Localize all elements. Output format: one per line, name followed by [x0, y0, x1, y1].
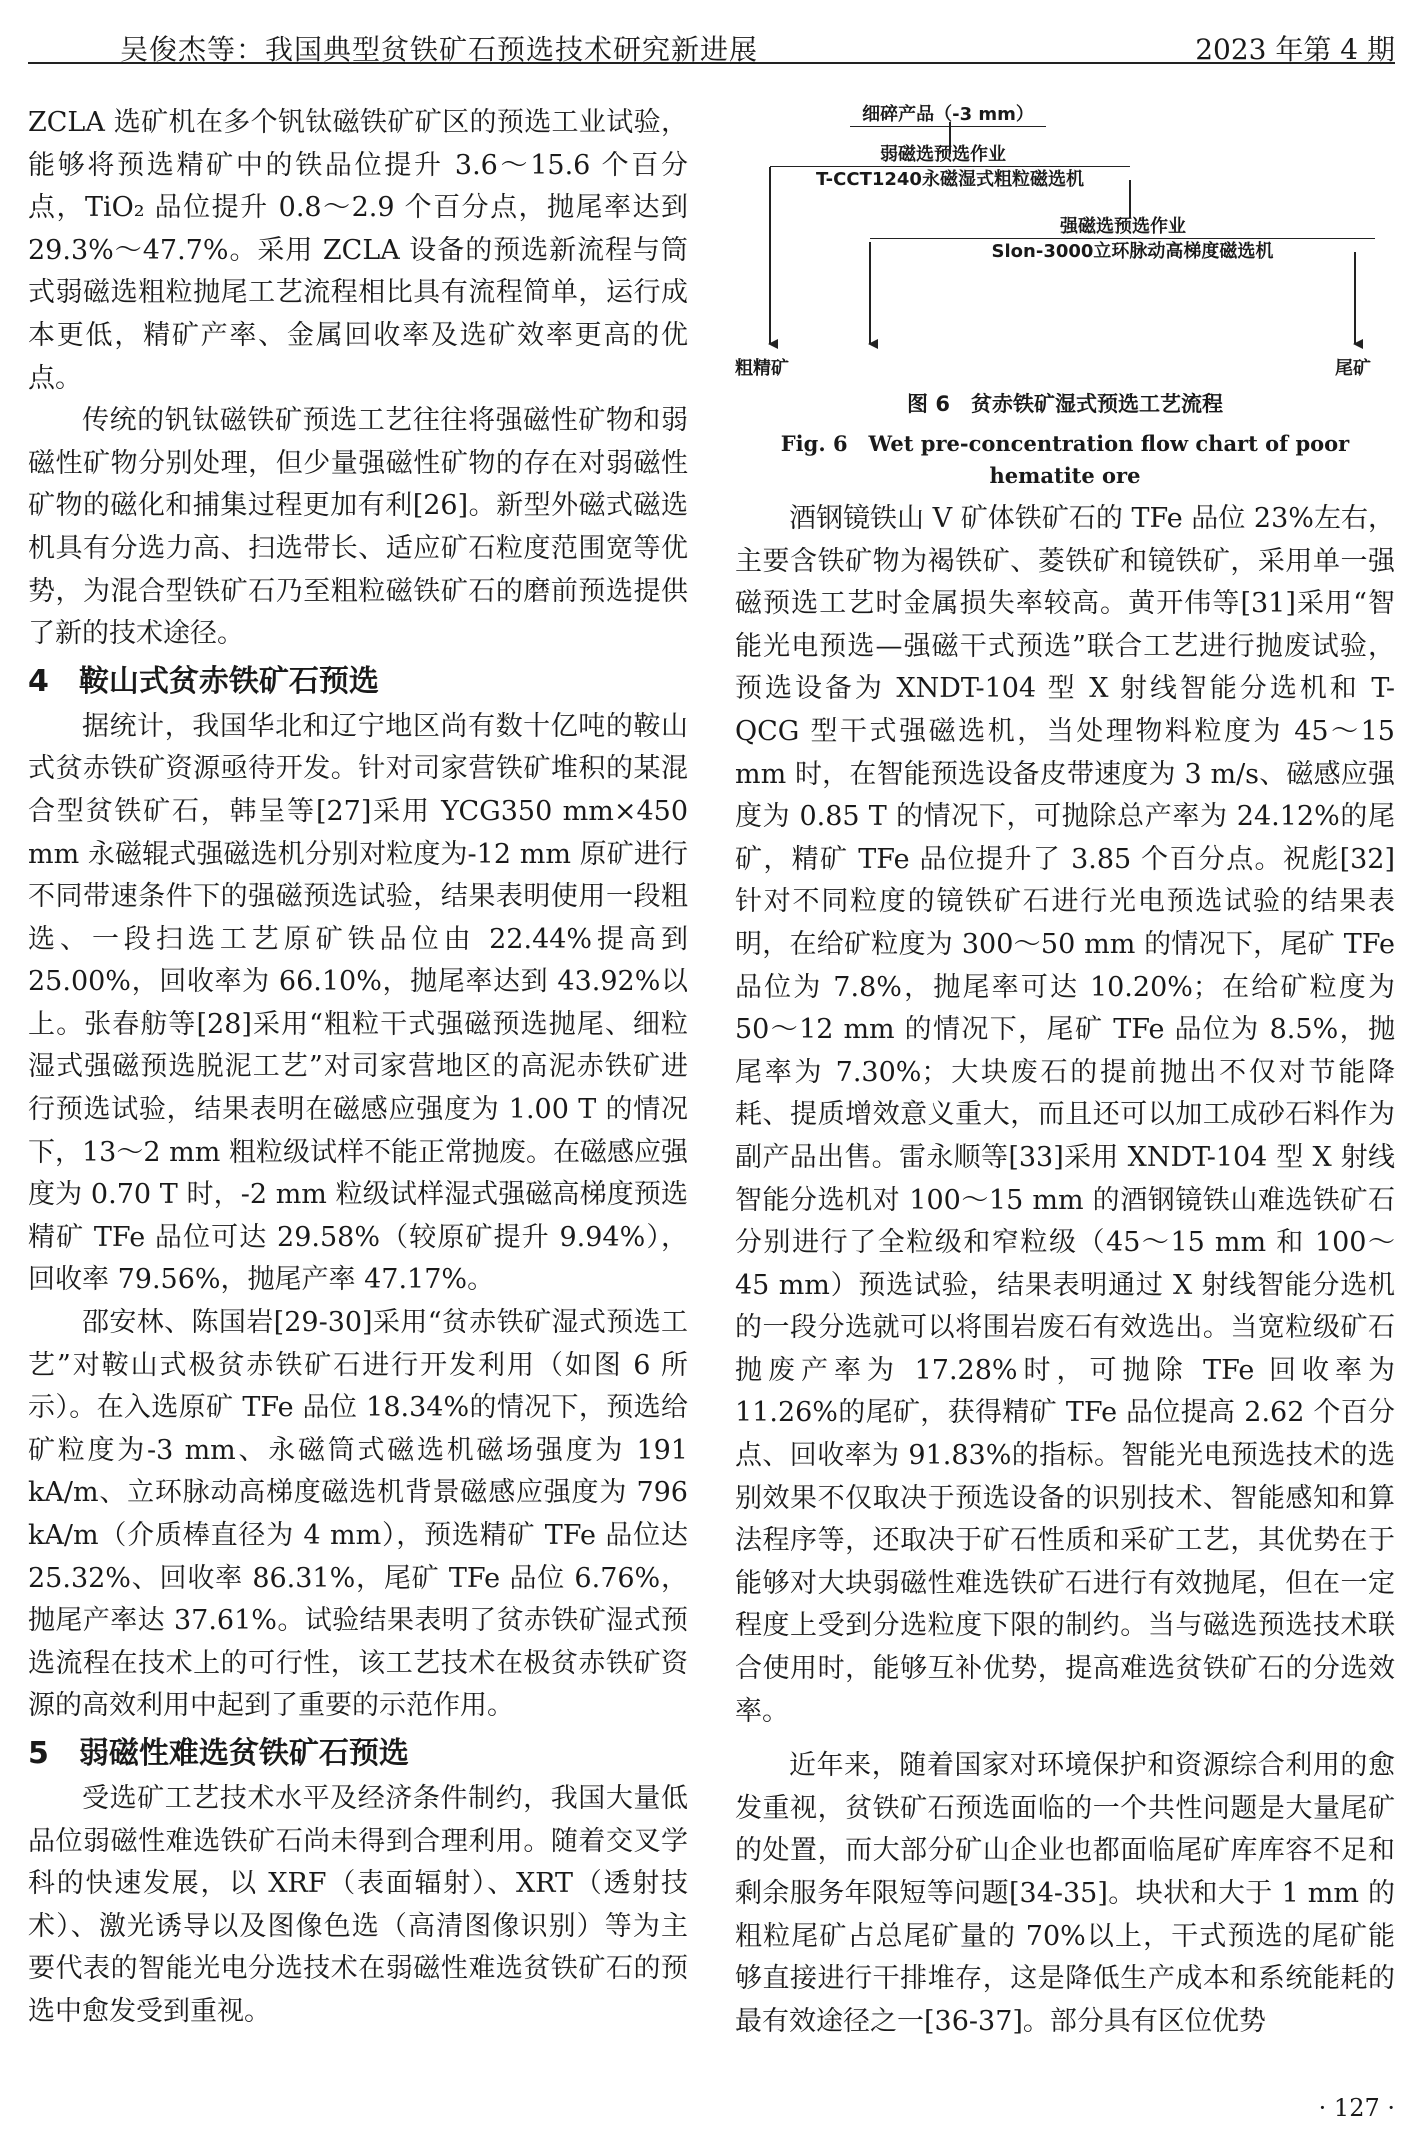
header-rule	[28, 62, 1395, 64]
section-heading-5: 5 弱磁性难选贫铁矿石预选	[28, 1735, 409, 1771]
running-header	[28, 20, 1395, 64]
right-column	[735, 498, 1395, 2043]
operation-label-2: 强磁选预选作业	[1060, 216, 1186, 237]
left-column	[28, 102, 688, 2034]
concentrate-label: 粗精矿	[735, 358, 789, 379]
paragraph: ZCLA 选矿机在多个钒钛磁铁矿矿区的预选工业试验，能够将预选精矿中的铁品位提升 3.6～15.6 个百分点，TiO₂ 品位提升 0.8～2.9 个百分点，抛尾率达到 29.3%～47.7%。采用 ZCLA 设备的预选新流程与筒式弱磁选粗粒抛尾工艺流程相比具有流程简单，运行成本更低，精矿产率、金属回收率及选矿效率更高的优点。	[28, 107, 688, 394]
paragraph: 近年来，随着国家对环境保护和资源综合利用的愈发重视，贫铁矿石预选面临的一个共性问题是大量尾矿的处置，而大部分矿山企业也都面临尾矿库库容不足和剩余服务年限短等问题[34-35]。块状和大于 1 mm 的粗粒尾矿占总尾矿量的 70%以上，干式预选的尾矿能够直接进行干排堆存，这是降低生产成本和系统能耗的最有效途径之一[36-37]。部分具有区位优势	[735, 1750, 1395, 2037]
machine-box-1: T-CCT1240永磁湿式粗粒磁选机	[770, 166, 1130, 193]
figure-caption-en: Fig. 6 Wet pre-concentration flow chart of poor hematite ore	[780, 431, 1350, 488]
issue-label: 2023 年第 4 期	[1195, 33, 1395, 66]
paragraph: 传统的钒钛磁铁矿预选工艺往往将强磁性矿物和弱磁性矿物分别处理，但少量强磁性矿物的存在对弱磁性矿物的磁化和捕集过程更加有利[26]。新型外磁式磁选机具有分选力高、扫选带长、适应矿石粒度范围宽等优势，为混合型铁矿石乃至粗粒磁铁矿石的磨前预选提供了新的技术途径。	[28, 405, 688, 650]
machine-box-2: Slon-3000立环脉动高梯度磁选机	[870, 238, 1375, 265]
figure-caption-cn: 图 6 贫赤铁矿湿式预选工艺流程	[907, 392, 1223, 416]
paragraph: 据统计，我国华北和辽宁地区尚有数十亿吨的鞍山式贫赤铁矿资源亟待开发。针对司家营铁矿堆积的某混合型贫铁矿石，韩呈等[27]采用 YCG350 mm×450 mm 永磁辊式强磁选机分别对粒度为-12 mm 原矿进行不同带速条件下的强磁预选试验，结果表明使用一段粗选、一段扫选工艺原矿铁品位由 22.44%提高到 25.00%，回收率为 66.10%，抛尾率达到 43.92%以上。张春舫等[28]采用“粗粒干式强磁预选抛尾、细粒湿式强磁预选脱泥工艺”对司家营地区的高泥赤铁矿进行预选试验，结果表明在磁感应强度为 1.00 T 的情况下，13～2 mm 粗粒级试样不能正常抛废。在磁感应强度为 0.70 T 时，-2 mm 粒级试样湿式强磁高梯度预选精矿 TFe 品位可达 29.58%（较原矿提升 9.94%），回收率 79.56%，抛尾产率 47.17%。	[28, 710, 688, 1296]
running-title: 吴俊杰等：我国典型贫铁矿石预选技术研究新进展	[120, 33, 759, 66]
page-number: · 127 ·	[1318, 2094, 1395, 2122]
paragraph: 酒钢镜铁山 V 矿体铁矿石的 TFe 品位 23%左右，主要含铁矿物为褐铁矿、菱铁矿和镜铁矿，采用单一强磁预选工艺时金属损失率较高。黄开伟等[31]采用“智能光电预选—强磁干式预选”联合工艺进行抛废试验，预选设备为 XNDT-104 型 X 射线智能分选机和 T-QCG 型干式强磁选机，当处理物料粒度为 45～15 mm 时，在智能预选设备皮带速度为 3 m/s、磁感应强度为 0.85 T 的情况下，可抛除总产率为 24.12%的尾矿，精矿 TFe 品位提升了 3.85 个百分点。祝彪[32]针对不同粒度的镜铁矿石进行光电预选试验的结果表明，在给矿粒度为 300～50 mm 的情况下，尾矿 TFe 品位为 7.8%，抛尾率可达 10.20%；在给矿粒度为 50～12 mm 的情况下，尾矿 TFe 品位为 8.5%，抛尾率为 7.30%；大块废石的提前抛出不仅对节能降耗、提质增效意义重大，而且还可以加工成砂石料作为副产品出售。雷永顺等[33]采用 XNDT-104 型 X 射线智能分选机对 100～15 mm 的酒钢镜铁山难选铁矿石分别进行了全粒级和窄粒级（45～15 mm 和 100～45 mm）预选试验，结果表明通过 X 射线智能分选机的一段分选就可以将围岩废石有效选出。当宽粒级矿石抛废产率为 17.28%时，可抛除 TFe 回收率为 11.26%的尾矿，获得精矿 TFe 品位提高 2.62 个百分点、回收率为 91.83%的指标。智能光电预选技术的选别效果不仅取决于预选设备的识别技术、智能感知和算法程序等，还取决于矿石性质和采矿工艺，其优势在于能够对大块弱磁性难选铁矿石进行有效抛尾，但在一定程度上受到分选粒度下限的制约。当与磁选预选技术联合使用时，能够互补优势，提高难选贫铁矿石的分选效率。	[735, 503, 1395, 1727]
tailing-label: 尾矿	[1335, 358, 1371, 379]
paragraph: 邵安林、陈国岩[29-30]采用“贫赤铁矿湿式预选工艺”对鞍山式极贫赤铁矿石进行开发利用（如图 6 所示）。在入选原矿 TFe 品位 18.34%的情况下，预选给矿粒度为-3 mm、永磁筒式磁选机磁场强度为 191 kA/m、立环脉动高梯度磁选机背景磁感应强度为 796 kA/m（介质棒直径为 4 mm），预选精矿 TFe 品位达 25.32%、回收率 86.31%，尾矿 TFe 品位 6.76%，抛尾产率达 37.61%。试验结果表明了贫赤铁矿湿式预选流程在技术上的可行性，该工艺技术在极贫赤铁矿资源的高效利用中起到了重要的示范作用。	[28, 1307, 688, 1722]
feed-box: 细碎产品（-3 mm）	[850, 102, 1046, 127]
paragraph: 受选矿工艺技术水平及经济条件制约，我国大量低品位弱磁性难选铁矿石尚未得到合理利用。随着交叉学科的快速发展，以 XRF（表面辐射）、XRT（透射技术）、激光诱导以及图像色选（高清图像识别）等为主要代表的智能光电分选技术在弱磁性难选贫铁矿石的预选中愈发受到重视。	[28, 1782, 688, 2027]
operation-label-1: 弱磁选预选作业	[880, 144, 1006, 165]
section-heading-4: 4 鞍山式贫赤铁矿石预选	[28, 663, 379, 699]
